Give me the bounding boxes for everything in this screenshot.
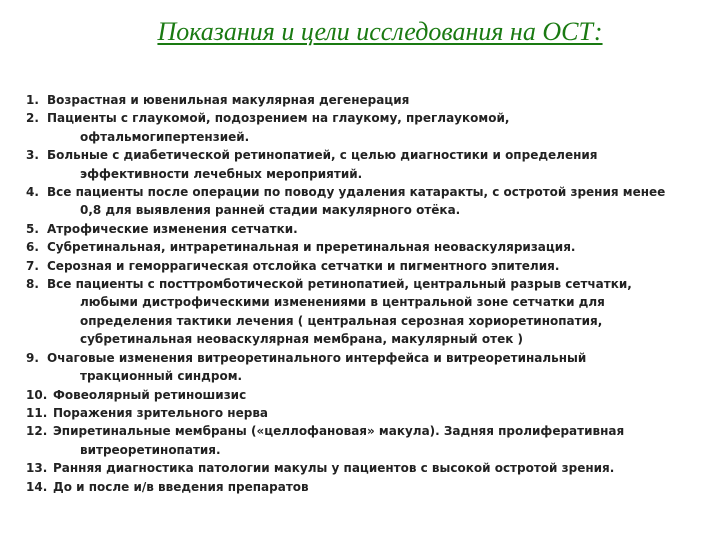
- list-item: [26, 238, 706, 256]
- item-number: 1.: [26, 93, 39, 107]
- item-text: Ранняя диагностика патологии макулы у пациентов с высокой остротой зрения.: [53, 461, 615, 476]
- item-number: 11.: [26, 405, 48, 420]
- item-number: 12.: [26, 424, 48, 439]
- item-number: 7.: [26, 258, 39, 273]
- item-text: Пациенты с глаукомой, подозрением на глаукому, преглаукомой,: [47, 111, 510, 126]
- list-item: [26, 183, 706, 220]
- list-item: [26, 478, 706, 496]
- item-number: 13.: [26, 461, 48, 476]
- list-item: [26, 146, 706, 183]
- item-text-continuation: офтальмогипертензией.: [80, 129, 250, 144]
- item-text-continuation: витреоретинопатия.: [80, 442, 221, 457]
- item-number: 6.: [26, 240, 39, 255]
- item-text: Все пациенты с посттромботической ретинопатией, центральный разрыв сетчатки,: [47, 277, 632, 292]
- item-text: До и после и/в введения препаратов: [53, 479, 309, 494]
- list-item: [26, 386, 706, 404]
- item-text: Возрастная и ювенильная макулярная дегенерация: [47, 93, 410, 107]
- list-item: [26, 257, 706, 275]
- item-text: Больные с диабетической ретинопатией, с целью диагностики и определения: [47, 148, 598, 163]
- item-text-continuation: любыми дистрофическими изменениями в центральной зоне сетчатки для: [80, 295, 605, 310]
- item-number: 5.: [26, 221, 39, 236]
- list-item: [26, 275, 706, 349]
- item-text: Эпиретинальные мембраны («целлофановая» макула). Задняя пролиферативная: [53, 424, 625, 439]
- item-text: Поражения зрительного нерва: [53, 405, 269, 420]
- list-item: [26, 220, 706, 238]
- item-text: Субретинальная, интраретинальная и преретинальная неоваскуляризация.: [47, 240, 576, 255]
- list-item: [26, 109, 706, 146]
- item-text-continuation: субретинальная неоваскулярная мембрана, макулярный отек ): [80, 332, 524, 347]
- item-text: Серозная и геморрагическая отслойка сетчатки и пигментного эпителия.: [47, 258, 560, 273]
- item-number: 10.: [26, 387, 48, 402]
- item-number: 9.: [26, 350, 39, 365]
- item-text: Все пациенты после операции по поводу удаления катаракты, с остротой зрения менее: [47, 185, 666, 200]
- item-text: Очаговые изменения витреоретинального интерфейса и витреоретинальный: [47, 350, 587, 365]
- item-number: 14.: [26, 479, 48, 494]
- item-number: 3.: [26, 148, 39, 163]
- item-text: Атрофические изменения сетчатки.: [47, 221, 298, 236]
- item-text: Фовеолярный ретиношизис: [53, 387, 247, 402]
- item-number: 8.: [26, 277, 39, 292]
- item-text-continuation: определения тактики лечения ( центральная серозная хориоретинопатия,: [80, 313, 603, 328]
- item-text-continuation: эффективности лечебных мероприятий.: [80, 166, 363, 181]
- item-text-continuation: 0,8 для выявления ранней стадии макулярного отёка.: [80, 203, 461, 218]
- list-item: [26, 91, 706, 109]
- item-number: 2.: [26, 111, 39, 126]
- list-item: [26, 459, 706, 477]
- list-item: [26, 349, 706, 386]
- indications-list: [26, 91, 706, 496]
- item-number: 4.: [26, 185, 39, 200]
- list-item: [26, 404, 706, 422]
- item-text-continuation: тракционный синдром.: [80, 369, 243, 384]
- list-item: [26, 422, 706, 459]
- slide-title: Показания и цели исследования на ОСТ:: [157, 17, 603, 46]
